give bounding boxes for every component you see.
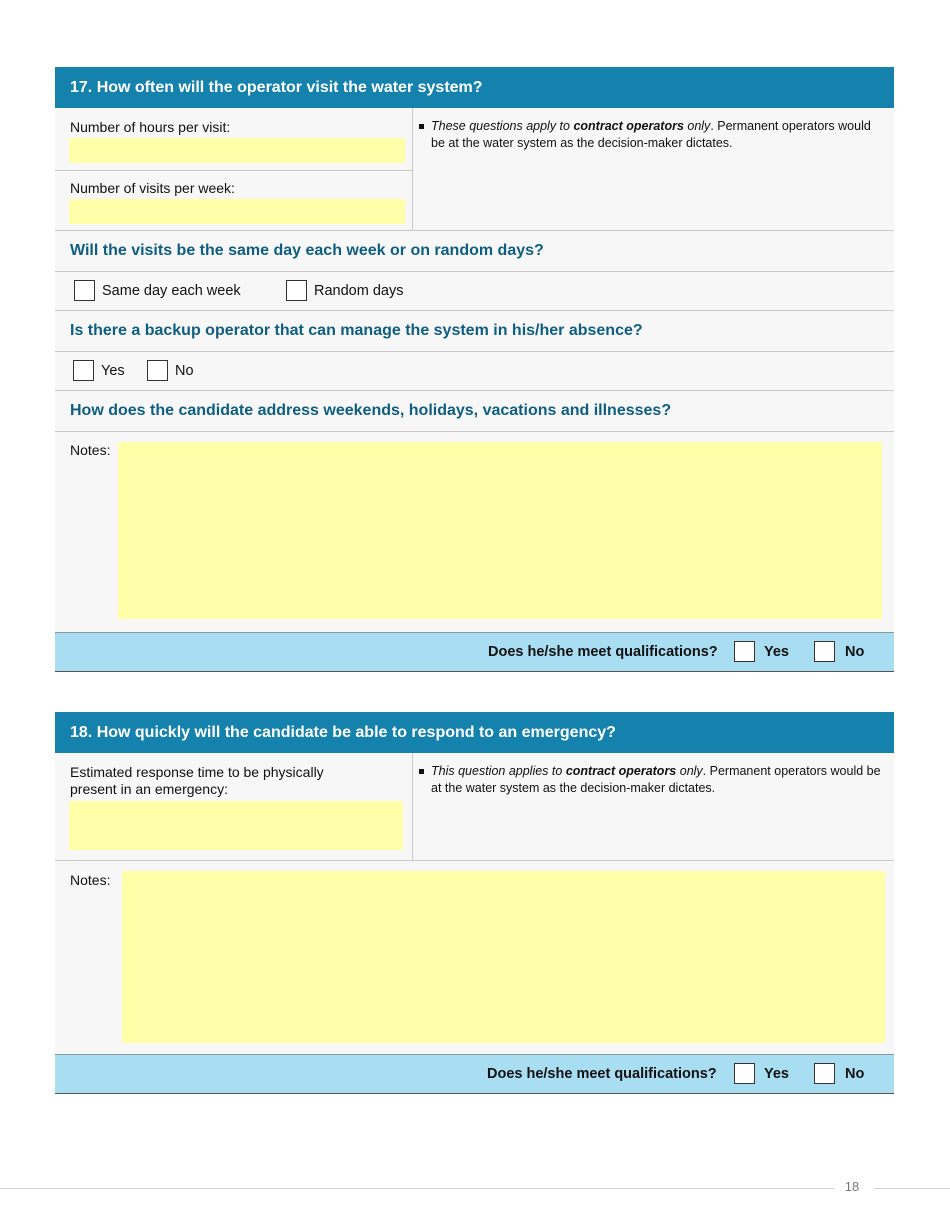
qualification-bar [55, 1054, 894, 1094]
section-18-title: 18. How quickly will the candidate be able to respond to an emergency? [70, 723, 616, 741]
section-18-header [55, 712, 894, 753]
visits-label: Number of visits per week: [70, 180, 235, 196]
section-18 [55, 712, 894, 1094]
notes-label: Notes: [70, 872, 111, 888]
response-time-label: Estimated response time to be physically present in an emergency: [70, 764, 324, 797]
backup-no-checkbox[interactable] [147, 360, 168, 381]
backup-operator-question: Is there a backup operator that can manage the system in his/her absence? [55, 311, 894, 352]
qualification-label: Does he/she meet qualifications? [487, 1066, 717, 1082]
qualification-no-label: No [845, 644, 865, 660]
footer-rule-right [874, 1188, 950, 1189]
footer-rule-left [0, 1188, 834, 1189]
bullet-icon [419, 124, 424, 129]
same-day-label: Same day each week [102, 283, 241, 299]
page-number: 18 [844, 1179, 860, 1194]
visit-schedule-question: Will the visits be the same day each week or on random days? [55, 231, 894, 272]
emergency-notes-field[interactable] [122, 871, 885, 1043]
hours-per-visit-field[interactable] [69, 138, 405, 163]
qualification-no-checkbox[interactable] [814, 1063, 835, 1084]
hours-label: Number of hours per visit: [70, 119, 231, 135]
response-time-field[interactable] [69, 801, 403, 850]
random-days-label: Random days [314, 283, 404, 299]
section-17-header [55, 67, 894, 108]
coverage-notes-field[interactable] [118, 442, 882, 619]
random-days-checkbox[interactable] [286, 280, 307, 301]
qualification-yes-checkbox[interactable] [734, 1063, 755, 1084]
qualification-bar [55, 632, 894, 672]
section-17 [55, 67, 894, 672]
coverage-question: How does the candidate address weekends, holidays, vacations and illnesses? [55, 391, 894, 432]
column-divider [412, 753, 413, 860]
qualification-label: Does he/she meet qualifications? [488, 644, 718, 660]
backup-yes-label: Yes [101, 363, 125, 379]
notes-label: Notes: [70, 442, 111, 458]
qualification-yes-label: Yes [764, 644, 789, 660]
backup-yes-checkbox[interactable] [73, 360, 94, 381]
qualification-yes-label: Yes [764, 1066, 789, 1082]
contract-operator-note: This question applies to contract operators only. Permanent operators would be at the water system as the decision-maker dictates. [419, 763, 884, 797]
contract-operator-note: These questions apply to contract operators only. Permanent operators would be at the water system as the decision-maker dictates. [419, 118, 884, 152]
bullet-icon [419, 769, 424, 774]
visits-per-week-field[interactable] [69, 199, 405, 224]
divider-line [55, 860, 894, 861]
qualification-no-label: No [845, 1066, 865, 1082]
section-17-title: 17. How often will the operator visit the water system? [70, 78, 483, 96]
qualification-no-checkbox[interactable] [814, 641, 835, 662]
qualification-yes-checkbox[interactable] [734, 641, 755, 662]
same-day-checkbox[interactable] [74, 280, 95, 301]
backup-no-label: No [175, 363, 194, 379]
column-divider [412, 108, 413, 231]
